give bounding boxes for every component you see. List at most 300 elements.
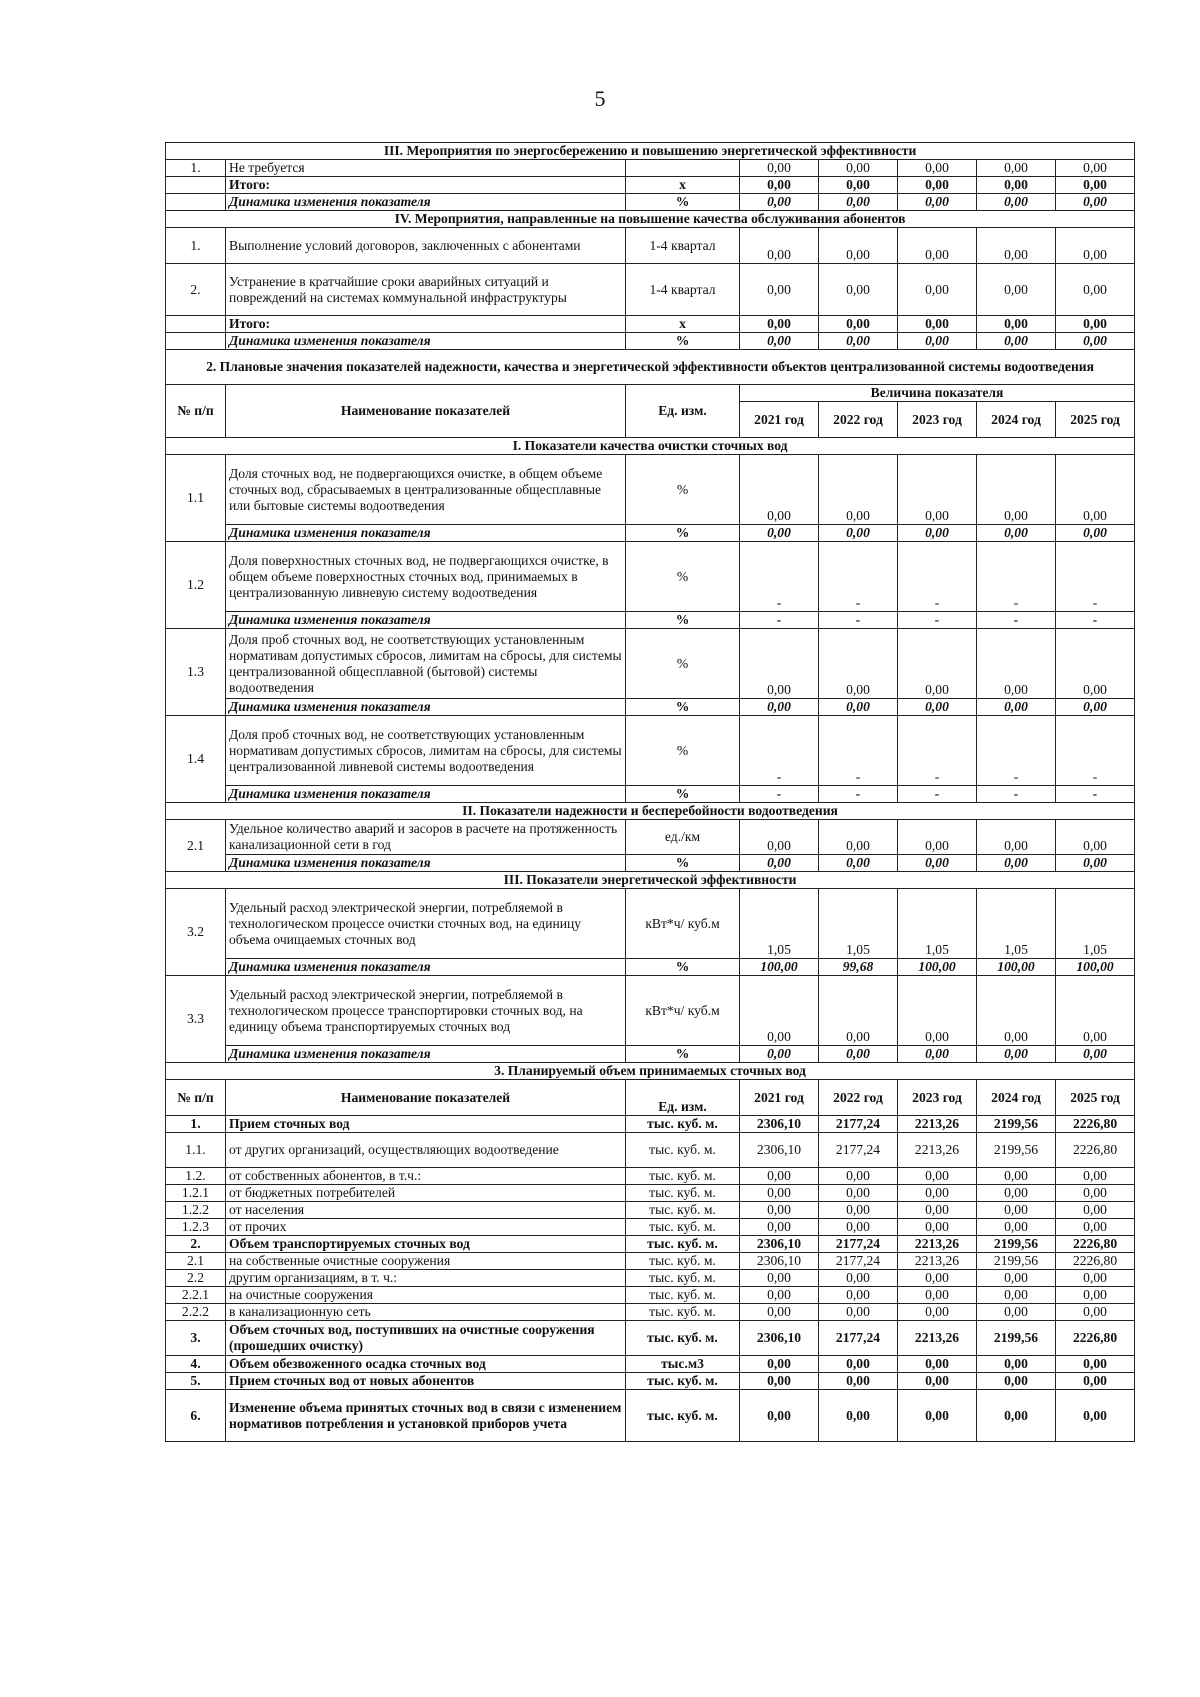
value-cell: - xyxy=(1056,612,1135,629)
dynamics-label: Динамика изменения показателя xyxy=(226,1046,626,1063)
value-cell: 0,00 xyxy=(740,1046,819,1063)
row-number: 1.2.2 xyxy=(166,1202,226,1219)
value-cell: 0,00 xyxy=(898,1373,977,1390)
value-cell: 2226,80 xyxy=(1056,1321,1135,1356)
dynamics-row xyxy=(166,333,1135,350)
row-number: 1.3 xyxy=(166,629,226,716)
value-cell: 0,00 xyxy=(898,1356,977,1373)
row-unit: тыс. куб. м. xyxy=(626,1133,740,1168)
value-cell: 0,00 xyxy=(819,1356,898,1373)
section-iii-title xyxy=(166,143,1135,160)
value-cell: 2226,80 xyxy=(1056,1116,1135,1133)
row-name: на очистные сооружения xyxy=(226,1287,626,1304)
header-num: № п/п xyxy=(166,385,226,438)
row-name: Изменение объема принятых сточных вод в связи с изменением нормативов потребления и установкой приборов учета xyxy=(226,1390,626,1442)
row-name: от других организаций, осуществляющих водоотведение xyxy=(226,1133,626,1168)
dynamics-label: Динамика изменения показателя xyxy=(226,612,626,629)
value-cell: 0,00 xyxy=(898,333,977,350)
row-unit: ед./км xyxy=(626,820,740,855)
value-cell: 0,00 xyxy=(977,1356,1056,1373)
value-cell: 0,00 xyxy=(819,1185,898,1202)
value-cell: 1,05 xyxy=(977,889,1056,959)
row-number: 6. xyxy=(166,1390,226,1442)
table-row xyxy=(166,1219,1135,1236)
value-cell: 0,00 xyxy=(740,525,819,542)
value-cell: 0,00 xyxy=(977,316,1056,333)
value-cell: 1,05 xyxy=(1056,889,1135,959)
value-cell: 0,00 xyxy=(740,1202,819,1219)
group-title xyxy=(166,872,1135,889)
value-cell: 0,00 xyxy=(740,264,819,316)
row-unit: % xyxy=(626,699,740,716)
value-cell: - xyxy=(898,612,977,629)
value-cell: 0,00 xyxy=(977,976,1056,1046)
row-name: на собственные очистные сооружения xyxy=(226,1253,626,1270)
value-cell: 2306,10 xyxy=(740,1133,819,1168)
value-cell: 0,00 xyxy=(740,1373,819,1390)
row-number: 1. xyxy=(166,1116,226,1133)
row-name: от собственных абонентов, в т.ч.: xyxy=(226,1168,626,1185)
year-header: 2024 год xyxy=(977,402,1056,438)
row-unit: х xyxy=(626,177,740,194)
indicators-table xyxy=(165,142,1135,1442)
value-cell: 0,00 xyxy=(1056,1373,1135,1390)
value-cell: 0,00 xyxy=(1056,1168,1135,1185)
row-unit: кВт*ч/ куб.м xyxy=(626,976,740,1046)
dynamics-label: Динамика изменения показателя xyxy=(226,855,626,872)
value-cell: 100,00 xyxy=(977,959,1056,976)
value-cell: 0,00 xyxy=(740,699,819,716)
value-cell: 0,00 xyxy=(898,1287,977,1304)
value-cell: 0,00 xyxy=(1056,1219,1135,1236)
value-cell: 0,00 xyxy=(898,455,977,525)
row-unit: тыс. куб. м. xyxy=(626,1253,740,1270)
year-header: 2021 год xyxy=(740,402,819,438)
value-cell: 2306,10 xyxy=(740,1321,819,1356)
value-cell: 0,00 xyxy=(819,177,898,194)
year-header: 2025 год xyxy=(1056,402,1135,438)
value-cell: 0,00 xyxy=(977,820,1056,855)
value-cell: 2213,26 xyxy=(898,1116,977,1133)
value-cell: 0,00 xyxy=(819,976,898,1046)
indicator-row xyxy=(166,542,1135,612)
value-cell: - xyxy=(1056,542,1135,612)
value-cell: 2177,24 xyxy=(819,1236,898,1253)
value-cell: 0,00 xyxy=(1056,1287,1135,1304)
value-cell: - xyxy=(740,542,819,612)
row-unit: % xyxy=(626,629,740,699)
value-cell: 0,00 xyxy=(977,1390,1056,1442)
row-name: Устранение в кратчайшие сроки аварийных ситуаций и повреждений на системах коммунальной инфраструктуры xyxy=(226,264,626,316)
dynamics-label: Динамика изменения показателя xyxy=(226,699,626,716)
value-cell: 0,00 xyxy=(819,820,898,855)
section-title: I. Показатели качества очистки сточных вод xyxy=(166,438,1135,455)
row-unit: % xyxy=(626,855,740,872)
year-header: 2022 год xyxy=(819,1080,898,1116)
value-cell: 2213,26 xyxy=(898,1133,977,1168)
header-name: Наименование показателей xyxy=(226,385,626,438)
value-cell: 0,00 xyxy=(740,194,819,211)
value-cell: 0,00 xyxy=(1056,699,1135,716)
value-cell: 1,05 xyxy=(740,889,819,959)
value-cell: 0,00 xyxy=(819,699,898,716)
indicator-row xyxy=(166,976,1135,1046)
value-cell: 0,00 xyxy=(977,525,1056,542)
dynamics-row xyxy=(166,855,1135,872)
value-cell: 2177,24 xyxy=(819,1321,898,1356)
row-unit: 1-4 квартал xyxy=(626,264,740,316)
row-number: 1.2.1 xyxy=(166,1185,226,1202)
year-header: 2021 год xyxy=(740,1080,819,1116)
row-unit: % xyxy=(626,786,740,803)
value-cell: 2226,80 xyxy=(1056,1133,1135,1168)
row-number: 2. xyxy=(166,264,226,316)
value-cell: 0,00 xyxy=(819,1287,898,1304)
section-title: II. Показатели надежности и бесперебойности водоотведения xyxy=(166,803,1135,820)
value-cell: 0,00 xyxy=(819,160,898,177)
value-cell: 0,00 xyxy=(819,194,898,211)
value-cell: 0,00 xyxy=(977,177,1056,194)
value-cell: - xyxy=(898,786,977,803)
row-number: 5. xyxy=(166,1373,226,1390)
value-cell: - xyxy=(819,786,898,803)
row-name: Удельный расход электрической энергии, потребляемой в технологическом процессе транспортировки сточных вод, на единицу объема транспортируемых сточных вод xyxy=(226,976,626,1046)
header-row xyxy=(166,1080,1135,1098)
value-cell: - xyxy=(740,612,819,629)
value-cell: - xyxy=(898,716,977,786)
value-cell: 0,00 xyxy=(1056,1046,1135,1063)
value-cell: 0,00 xyxy=(1056,455,1135,525)
value-cell: 0,00 xyxy=(1056,629,1135,699)
row-unit: % xyxy=(626,194,740,211)
value-cell: 0,00 xyxy=(740,455,819,525)
row-number: 1.4 xyxy=(166,716,226,803)
value-cell: 0,00 xyxy=(740,820,819,855)
row-name: Не требуется xyxy=(226,160,626,177)
value-cell: 0,00 xyxy=(898,1202,977,1219)
value-cell: 0,00 xyxy=(898,194,977,211)
value-cell: 1,05 xyxy=(819,889,898,959)
value-cell: 0,00 xyxy=(977,629,1056,699)
section-title: 2. Плановые значения показателей надежности, качества и энергетической эффективности объектов централизованной системы водоотведения xyxy=(166,350,1135,385)
value-cell: 0,00 xyxy=(740,316,819,333)
value-cell: 0,00 xyxy=(740,177,819,194)
row-number: 1. xyxy=(166,228,226,264)
value-cell: 0,00 xyxy=(740,855,819,872)
row-unit: % xyxy=(626,333,740,350)
row-unit: тыс. куб. м. xyxy=(626,1168,740,1185)
value-cell: 2226,80 xyxy=(1056,1253,1135,1270)
part2-title xyxy=(166,350,1135,385)
row-name: Удельный расход электрической энергии, потребляемой в технологическом процессе очистки сточных вод, на единицу объема очищаемых сточных вод xyxy=(226,889,626,959)
row-name: Прием сточных вод xyxy=(226,1116,626,1133)
dynamics-row xyxy=(166,699,1135,716)
value-cell: 0,00 xyxy=(977,194,1056,211)
dynamics-row xyxy=(166,786,1135,803)
value-cell: 0,00 xyxy=(977,1287,1056,1304)
row-unit: тыс. куб. м. xyxy=(626,1185,740,1202)
row-number: 4. xyxy=(166,1356,226,1373)
row-number: 1. xyxy=(166,160,226,177)
row-name: от населения xyxy=(226,1202,626,1219)
row-name: Объем обезвоженного осадка сточных вод xyxy=(226,1356,626,1373)
value-cell: 100,00 xyxy=(898,959,977,976)
value-cell: 0,00 xyxy=(740,1219,819,1236)
row-unit: кВт*ч/ куб.м xyxy=(626,889,740,959)
value-cell: 0,00 xyxy=(1056,194,1135,211)
value-cell: 0,00 xyxy=(898,525,977,542)
value-cell: - xyxy=(977,612,1056,629)
value-cell: 2199,56 xyxy=(977,1133,1056,1168)
value-cell: 2199,56 xyxy=(977,1236,1056,1253)
value-cell: - xyxy=(1056,716,1135,786)
section-title: 3. Планируемый объем принимаемых сточных вод xyxy=(166,1063,1135,1080)
value-cell: 0,00 xyxy=(898,1046,977,1063)
value-cell: 0,00 xyxy=(898,976,977,1046)
value-cell: 0,00 xyxy=(1056,228,1135,264)
row-unit: тыс. куб. м. xyxy=(626,1270,740,1287)
header-row xyxy=(166,385,1135,402)
section-title: IV. Мероприятия, направленные на повышение качества обслуживания абонентов xyxy=(166,211,1135,228)
years-label: Величина показателя xyxy=(740,385,1135,402)
dynamics-row xyxy=(166,612,1135,629)
dynamics-label: Динамика изменения показателя xyxy=(226,333,626,350)
row-name: в канализационную сеть xyxy=(226,1304,626,1321)
row-name: Прием сточных вод от новых абонентов xyxy=(226,1373,626,1390)
row-unit: х xyxy=(626,316,740,333)
row-unit: % xyxy=(626,612,740,629)
row-name: Доля поверхностных сточных вод, не подвергающихся очистке, в общем объеме поверхностных сточных вод, принимаемых в централизованную ливневую систему водоотведения xyxy=(226,542,626,612)
value-cell: 2226,80 xyxy=(1056,1236,1135,1253)
dynamics-label: Динамика изменения показателя xyxy=(226,525,626,542)
row-number: 1.1. xyxy=(166,1133,226,1168)
value-cell: 0,00 xyxy=(1056,525,1135,542)
value-cell: 0,00 xyxy=(819,333,898,350)
year-header: 2023 год xyxy=(898,402,977,438)
total-label: Итого: xyxy=(226,316,626,333)
value-cell: 100,00 xyxy=(1056,959,1135,976)
value-cell: 0,00 xyxy=(977,1168,1056,1185)
value-cell: 0,00 xyxy=(898,160,977,177)
value-cell: 0,00 xyxy=(898,177,977,194)
value-cell: 0,00 xyxy=(1056,333,1135,350)
row-number: 2.2.2 xyxy=(166,1304,226,1321)
header-unit: Ед. изм. xyxy=(626,1080,740,1116)
row-unit: 1-4 квартал xyxy=(626,228,740,264)
value-cell: 0,00 xyxy=(1056,976,1135,1046)
row-number: 3.3 xyxy=(166,976,226,1063)
row-unit: тыс.м3 xyxy=(626,1356,740,1373)
value-cell: - xyxy=(740,716,819,786)
total-label: Итого: xyxy=(226,177,626,194)
header-num: № п/п xyxy=(166,1080,226,1116)
value-cell: 0,00 xyxy=(819,629,898,699)
header-unit: Ед. изм. xyxy=(626,385,740,438)
year-header: 2025 год xyxy=(1056,1080,1135,1116)
row-number: 1.2 xyxy=(166,542,226,629)
table-row xyxy=(166,1321,1135,1356)
value-cell: 0,00 xyxy=(819,1202,898,1219)
value-cell: 0,00 xyxy=(740,1390,819,1442)
table-row xyxy=(166,1373,1135,1390)
value-cell: 0,00 xyxy=(740,1168,819,1185)
value-cell: 0,00 xyxy=(819,264,898,316)
value-cell: - xyxy=(819,612,898,629)
table-row xyxy=(166,1356,1135,1373)
value-cell: 2306,10 xyxy=(740,1116,819,1133)
value-cell: 0,00 xyxy=(819,228,898,264)
value-cell: 0,00 xyxy=(977,160,1056,177)
row-unit: тыс. куб. м. xyxy=(626,1321,740,1356)
dynamics-row xyxy=(166,194,1135,211)
dynamics-label: Динамика изменения показателя xyxy=(226,194,626,211)
value-cell: 0,00 xyxy=(977,455,1056,525)
row-number: 1.2.3 xyxy=(166,1219,226,1236)
row-name: Доля проб сточных вод, не соответствующих установленным нормативам допустимых сбросов, лимитам на сбросы, для системы централизованной общесплавной (бытовой) системы водоотведения xyxy=(226,629,626,699)
value-cell: - xyxy=(819,716,898,786)
value-cell: 0,00 xyxy=(1056,1270,1135,1287)
row-number: 3. xyxy=(166,1321,226,1356)
value-cell: 0,00 xyxy=(898,629,977,699)
value-cell: 0,00 xyxy=(898,1185,977,1202)
section-iv-title xyxy=(166,211,1135,228)
header-name: Наименование показателей xyxy=(226,1080,626,1116)
table-row xyxy=(166,160,1135,177)
indicator-row xyxy=(166,455,1135,525)
row-unit: % xyxy=(626,959,740,976)
value-cell: 0,00 xyxy=(898,855,977,872)
value-cell: 0,00 xyxy=(898,316,977,333)
value-cell: 0,00 xyxy=(740,160,819,177)
year-header: 2022 год xyxy=(819,402,898,438)
table-row xyxy=(166,1304,1135,1321)
value-cell: 0,00 xyxy=(898,264,977,316)
indicator-row xyxy=(166,820,1135,855)
value-cell: 0,00 xyxy=(898,699,977,716)
row-unit: % xyxy=(626,455,740,525)
value-cell: 0,00 xyxy=(740,1287,819,1304)
value-cell: 2177,24 xyxy=(819,1116,898,1133)
value-cell: 1,05 xyxy=(898,889,977,959)
value-cell: 2213,26 xyxy=(898,1253,977,1270)
table-row xyxy=(166,1185,1135,1202)
indicator-row xyxy=(166,716,1135,786)
value-cell: 0,00 xyxy=(1056,264,1135,316)
value-cell: 0,00 xyxy=(977,1219,1056,1236)
value-cell: 0,00 xyxy=(819,1046,898,1063)
row-unit: тыс. куб. м. xyxy=(626,1236,740,1253)
value-cell: - xyxy=(740,786,819,803)
group-title xyxy=(166,803,1135,820)
value-cell: 0,00 xyxy=(977,1202,1056,1219)
value-cell: 0,00 xyxy=(898,820,977,855)
table-row xyxy=(166,1390,1135,1442)
row-name: от прочих xyxy=(226,1219,626,1236)
value-cell: 2199,56 xyxy=(977,1116,1056,1133)
value-cell: 0,00 xyxy=(819,455,898,525)
page-number: 5 xyxy=(594,86,606,111)
value-cell: - xyxy=(898,542,977,612)
row-unit: % xyxy=(626,525,740,542)
value-cell: 0,00 xyxy=(819,1219,898,1236)
section-title: III. Показатели энергетической эффективности xyxy=(166,872,1135,889)
value-cell: 0,00 xyxy=(977,855,1056,872)
table-row xyxy=(166,1133,1135,1168)
row-unit: тыс. куб. м. xyxy=(626,1373,740,1390)
value-cell: 2213,26 xyxy=(898,1321,977,1356)
row-unit: % xyxy=(626,1046,740,1063)
row-name: Доля сточных вод, не подвергающихся очистке, в общем объеме сточных вод, сбрасываемых в централизованные общесплавные или бытовые системы водоотведения xyxy=(226,455,626,525)
value-cell: 0,00 xyxy=(740,1270,819,1287)
value-cell: 2306,10 xyxy=(740,1236,819,1253)
value-cell: 0,00 xyxy=(1056,820,1135,855)
row-name: Доля проб сточных вод, не соответствующих установленным нормативам допустимых сбросов, лимитам на сбросы, для системы централизованной ливневой системы водоотведения xyxy=(226,716,626,786)
indicator-row xyxy=(166,889,1135,959)
value-cell: 0,00 xyxy=(740,228,819,264)
value-cell: 0,00 xyxy=(819,525,898,542)
value-cell: 0,00 xyxy=(740,976,819,1046)
value-cell: 0,00 xyxy=(977,1304,1056,1321)
value-cell: 0,00 xyxy=(898,1168,977,1185)
value-cell: 2177,24 xyxy=(819,1253,898,1270)
value-cell: 0,00 xyxy=(819,1304,898,1321)
value-cell: 0,00 xyxy=(819,1168,898,1185)
row-number: 1.2. xyxy=(166,1168,226,1185)
value-cell: 0,00 xyxy=(1056,1390,1135,1442)
table-row xyxy=(166,1287,1135,1304)
table-row xyxy=(166,1236,1135,1253)
table-row xyxy=(166,1202,1135,1219)
value-cell: 0,00 xyxy=(1056,1202,1135,1219)
row-name: другим организациям, в т. ч.: xyxy=(226,1270,626,1287)
value-cell: 2199,56 xyxy=(977,1321,1056,1356)
row-number: 3.2 xyxy=(166,889,226,976)
value-cell: 0,00 xyxy=(740,629,819,699)
dynamics-label: Динамика изменения показателя xyxy=(226,786,626,803)
value-cell: 0,00 xyxy=(740,1185,819,1202)
value-cell: 2306,10 xyxy=(740,1253,819,1270)
row-number: 2.2.1 xyxy=(166,1287,226,1304)
value-cell: 0,00 xyxy=(898,1270,977,1287)
value-cell: 0,00 xyxy=(977,333,1056,350)
row-name: от бюджетных потребителей xyxy=(226,1185,626,1202)
row-number: 2.1 xyxy=(166,1253,226,1270)
table-row xyxy=(166,228,1135,264)
year-header: 2023 год xyxy=(898,1080,977,1116)
value-cell: - xyxy=(977,786,1056,803)
dynamics-row xyxy=(166,525,1135,542)
value-cell: 2199,56 xyxy=(977,1253,1056,1270)
table-row xyxy=(166,1168,1135,1185)
dynamics-label: Динамика изменения показателя xyxy=(226,959,626,976)
value-cell: 0,00 xyxy=(898,228,977,264)
value-cell: 0,00 xyxy=(819,1373,898,1390)
row-unit: % xyxy=(626,716,740,786)
value-cell: 0,00 xyxy=(1056,1304,1135,1321)
dynamics-row xyxy=(166,959,1135,976)
row-name: Объем транспортируемых сточных вод xyxy=(226,1236,626,1253)
value-cell: - xyxy=(1056,786,1135,803)
row-unit xyxy=(626,160,740,177)
value-cell: 0,00 xyxy=(977,699,1056,716)
value-cell: 99,68 xyxy=(819,959,898,976)
table-row xyxy=(166,264,1135,316)
total-row xyxy=(166,177,1135,194)
value-cell: 2177,24 xyxy=(819,1133,898,1168)
value-cell: 0,00 xyxy=(819,855,898,872)
row-unit: тыс. куб. м. xyxy=(626,1390,740,1442)
part3-title xyxy=(166,1063,1135,1080)
